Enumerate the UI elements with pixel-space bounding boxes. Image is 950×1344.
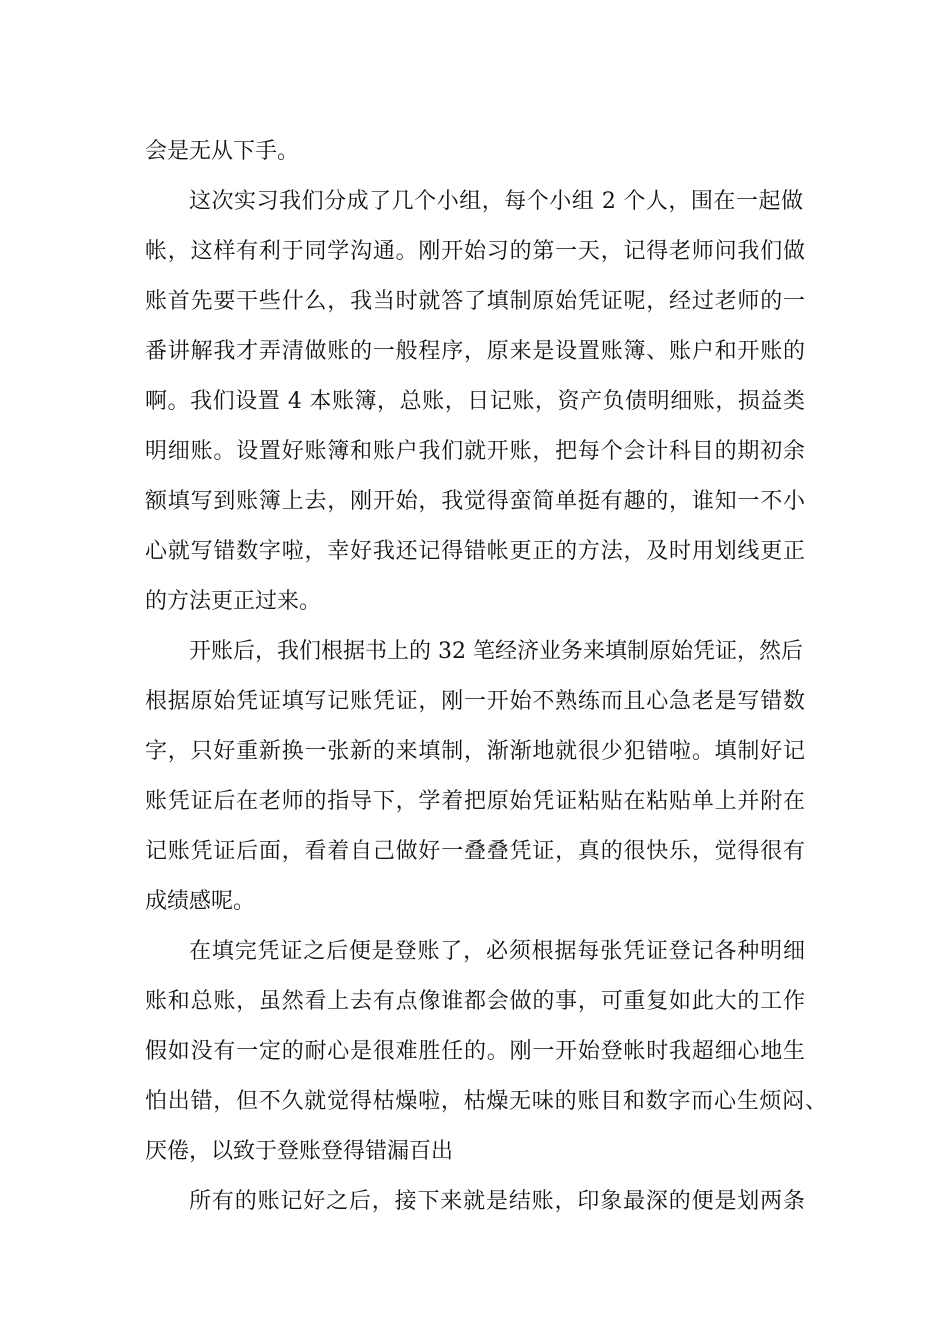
text-line: 所有的账记好之后，接下来就是结账，印象最深的便是划两条: [189, 1189, 805, 1214]
text-line: 账首先要干些什么，我当时就答了填制原始凭证呢，经过老师的一: [145, 289, 805, 314]
text-line: 厌倦，以致于登账登得错漏百出: [145, 1139, 454, 1164]
text-line: 会是无从下手。: [145, 139, 300, 164]
text-line: 根据原始凭证填写记账凭证，刚一开始不熟练而且心急老是写错数: [145, 689, 805, 714]
text-line: 假如没有一定的耐心是很难胜任的。刚一开始登帐时我超细心地生: [145, 1039, 805, 1064]
text-line: 在填完凭证之后便是登账了，必须根据每张凭证登记各种明细: [189, 939, 805, 964]
text-line: 番讲解我才弄清做账的一般程序，原来是设置账簿、账户和开账的: [145, 339, 805, 364]
text-line: 开账后，我们根据书上的 32 笔经济业务来填制原始凭证，然后: [189, 639, 803, 664]
text-line: 字，只好重新换一张新的来填制，渐渐地就很少犯错啦。填制好记: [145, 739, 805, 764]
text-line: 这次实习我们分成了几个小组，每个小组 2 个人，围在一起做: [189, 189, 803, 214]
text-line: 记账凭证后面，看着自己做好一叠叠凭证，真的很快乐，觉得很有: [145, 839, 805, 864]
text-line: 额填写到账簿上去，刚开始，我觉得蛮简单挺有趣的，谁知一不小: [145, 489, 805, 514]
text-line: 怕出错，但不久就觉得枯燥啦，枯燥无味的账目和数字而心生烦闷、: [145, 1089, 827, 1114]
text-line: 明细账。设置好账簿和账户我们就开账，把每个会计科目的期初余: [145, 439, 805, 464]
text-line: 成绩感呢。: [145, 889, 256, 914]
text-line: 账凭证后在老师的指导下，学着把原始凭证粘贴在粘贴单上并附在: [145, 789, 805, 814]
text-line: 帐，这样有利于同学沟通。刚开始习的第一天，记得老师问我们做: [145, 239, 805, 264]
text-line: 的方法更正过来。: [145, 589, 322, 614]
text-line: 心就写错数字啦，幸好我还记得错帐更正的方法，及时用划线更正: [145, 539, 805, 564]
text-line: 账和总账，虽然看上去有点像谁都会做的事，可重复如此大的工作: [145, 989, 805, 1014]
text-line: 啊。我们设置 4 本账簿，总账，日记账，资产负债明细账，损益类: [145, 389, 805, 414]
